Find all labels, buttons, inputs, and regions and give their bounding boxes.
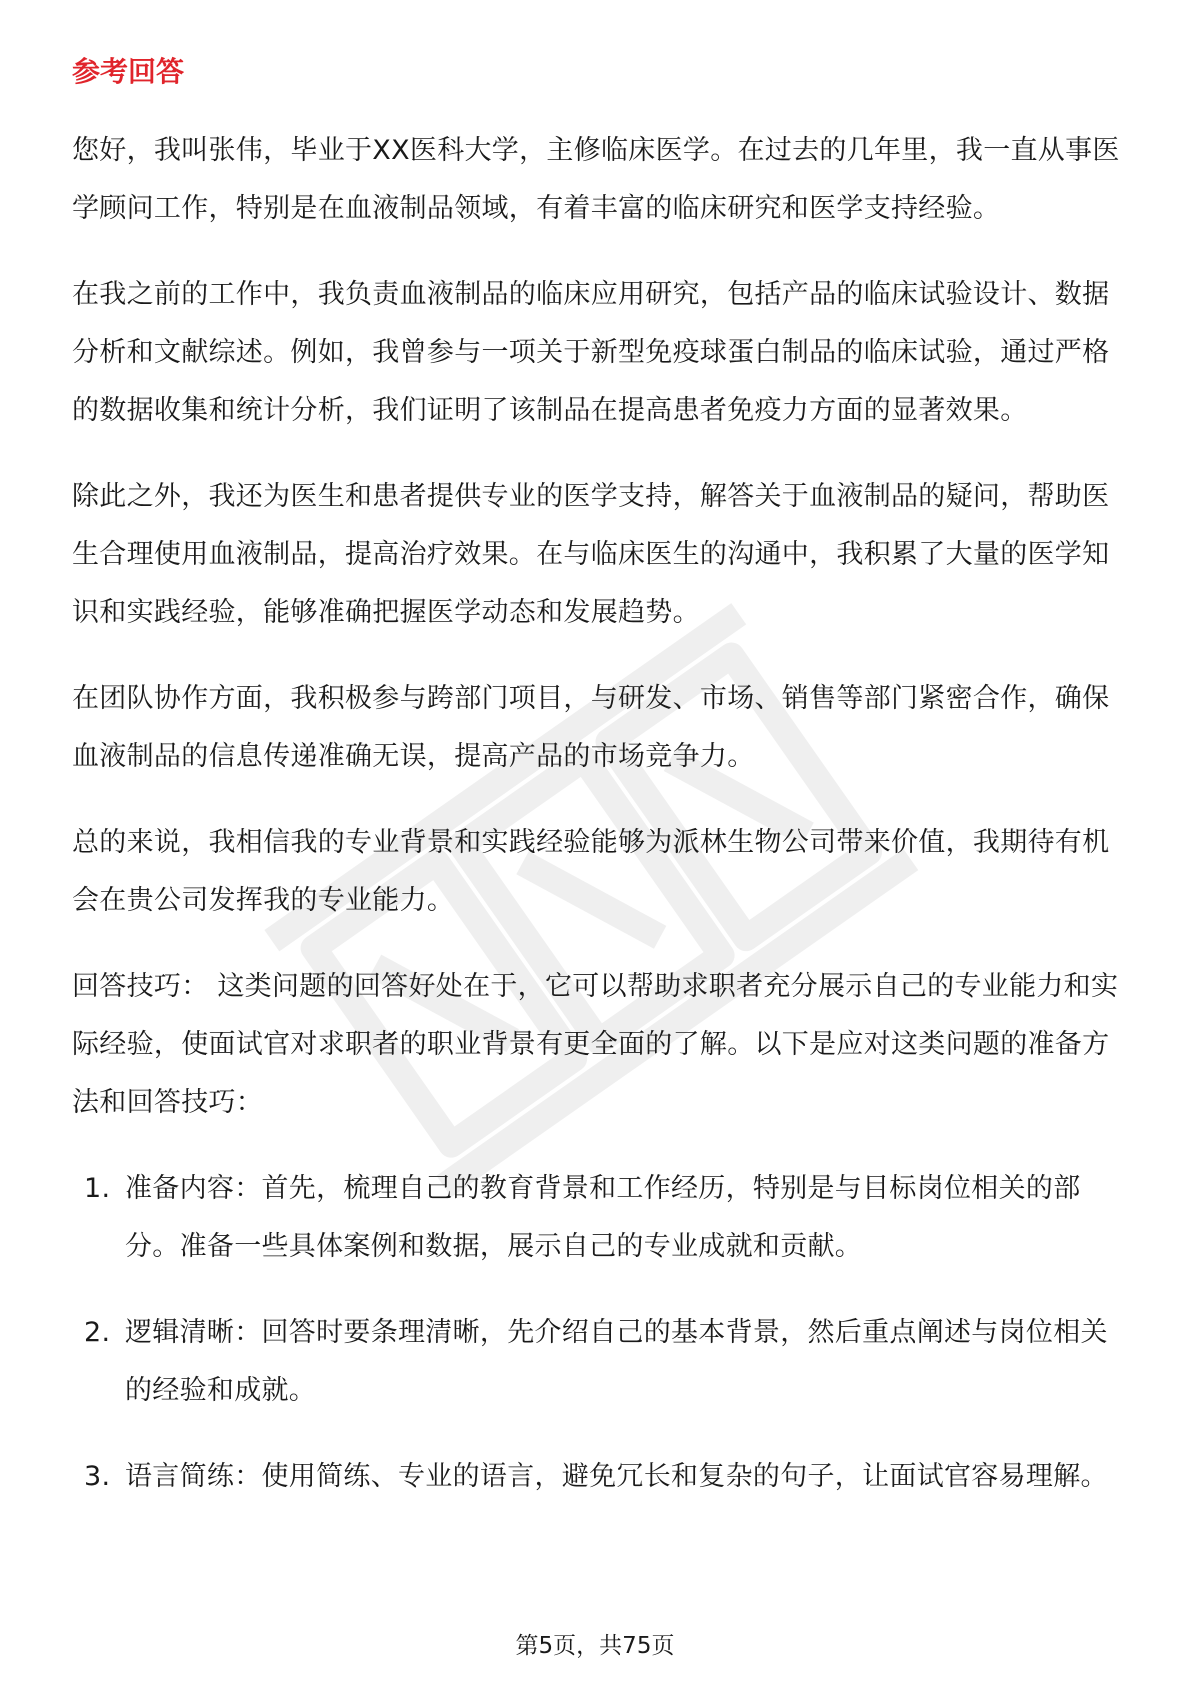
list-item-number: 3. [84, 1461, 111, 1492]
document-page [72, 50, 1132, 1534]
list-item-text: 语言简练：使用简练、专业的语言，避免冗长和复杂的句子，让面试官容易理解。 [125, 1461, 1108, 1492]
page-number-footer: 第5页，共75页 [515, 1633, 675, 1659]
paragraph-work-experience: 在我之前的工作中，我负责血液制品的临床应用研究，包括产品的临床试验设计、数据分析和文献综述。例如，我曾参与一项关于新型免疫球蛋白制品的临床试验，通过严格的数据收集和统计分析，我们证明了该制品在提高患者免疫力方面的显著效果。 [72, 279, 1110, 426]
list-item [72, 1304, 1132, 1420]
paragraph-answer-tips: 回答技巧： 这类问题的回答好处在于，它可以帮助求职者充分展示自己的专业能力和实际经验，使面试官对求职者的职业背景有更全面的了解。以下是应对这类问题的准备方法和回答技巧： [72, 971, 1119, 1118]
list-item [72, 1160, 1132, 1276]
list-item-text: 准备内容：首先，梳理自己的教育背景和工作经历，特别是与目标岗位相关的部分。准备一些具体案例和数据，展示自己的专业成就和贡献。 [125, 1173, 1081, 1262]
paragraph-teamwork: 在团队协作方面，我积极参与跨部门项目，与研发、市场、销售等部门紧密合作，确保血液制品的信息传递准确无误，提高产品的市场竞争力。 [72, 683, 1110, 772]
section-title: 参考回答 [72, 55, 185, 88]
paragraph-intro: 您好，我叫张伟，毕业于XX医科大学，主修临床医学。在过去的几年里，我一直从事医学顾问工作，特别是在血液制品领域，有着丰富的临床研究和医学支持经验。 [72, 135, 1120, 224]
list-item-number: 2. [84, 1317, 111, 1348]
paragraph-medical-support: 除此之外，我还为医生和患者提供专业的医学支持，解答关于血液制品的疑问，帮助医生合理使用血液制品，提高治疗效果。在与临床医生的沟通中，我积累了大量的医学知识和实践经验，能够准确把握医学动态和发展趋势。 [72, 481, 1110, 628]
paragraph-summary: 总的来说，我相信我的专业背景和实践经验能够为派林生物公司带来价值，我期待有机会在贵公司发挥我的专业能力。 [72, 827, 1110, 916]
list-item [72, 1448, 1132, 1506]
list-item-text: 逻辑清晰：回答时要条理清晰，先介绍自己的基本背景，然后重点阐述与岗位相关的经验和成就。 [125, 1317, 1108, 1406]
tips-list [72, 1160, 1132, 1506]
list-item-number: 1. [84, 1173, 111, 1204]
